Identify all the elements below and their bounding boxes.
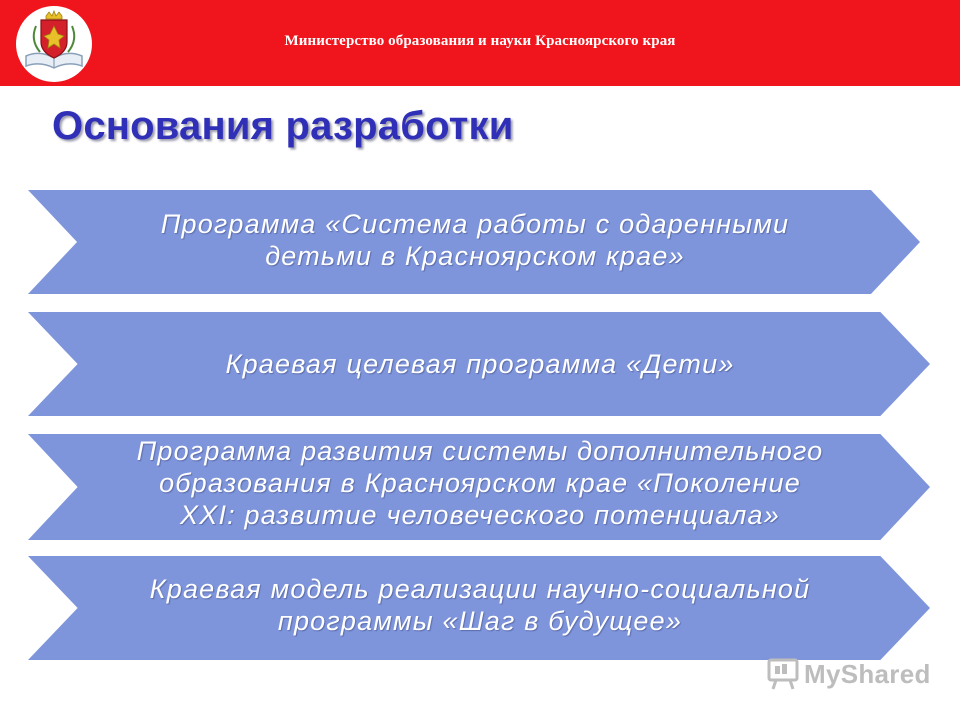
header-bar [0, 0, 960, 86]
basis-item-4-line-1: Краевая модель реализации научно-социальной [149, 574, 811, 604]
basis-item-1-text [60, 208, 890, 272]
presentation-screen-icon [766, 657, 800, 696]
watermark-text: MyShared [804, 659, 931, 689]
basis-item-3-line-2: образования в Красноярском крае «Поколение [159, 468, 801, 498]
coat-of-arms-icon [16, 6, 92, 82]
myshared-watermark [766, 655, 931, 695]
basis-item-4-text [50, 573, 910, 637]
basis-item-3-line-3: XXI: развитие человеческого потенциала» [180, 500, 780, 530]
basis-item-4-line-2: программы «Шаг в будущее» [277, 606, 683, 636]
basis-item-1-line-1: Программа «Система работы с одаренными [160, 209, 790, 239]
basis-item-1-line-2: детьми в Красноярском крае» [265, 241, 685, 271]
basis-item-2-line-1: Краевая целевая программа «Дети» [225, 349, 735, 379]
basis-item-3-text [50, 435, 910, 531]
page-title: Основания разработки [52, 104, 514, 148]
organization-name: Министерство образования и науки Красноярского края [284, 33, 676, 49]
basis-item-3-line-1: Программа развития системы дополнительного [136, 436, 824, 466]
basis-item-2-text [60, 348, 900, 380]
